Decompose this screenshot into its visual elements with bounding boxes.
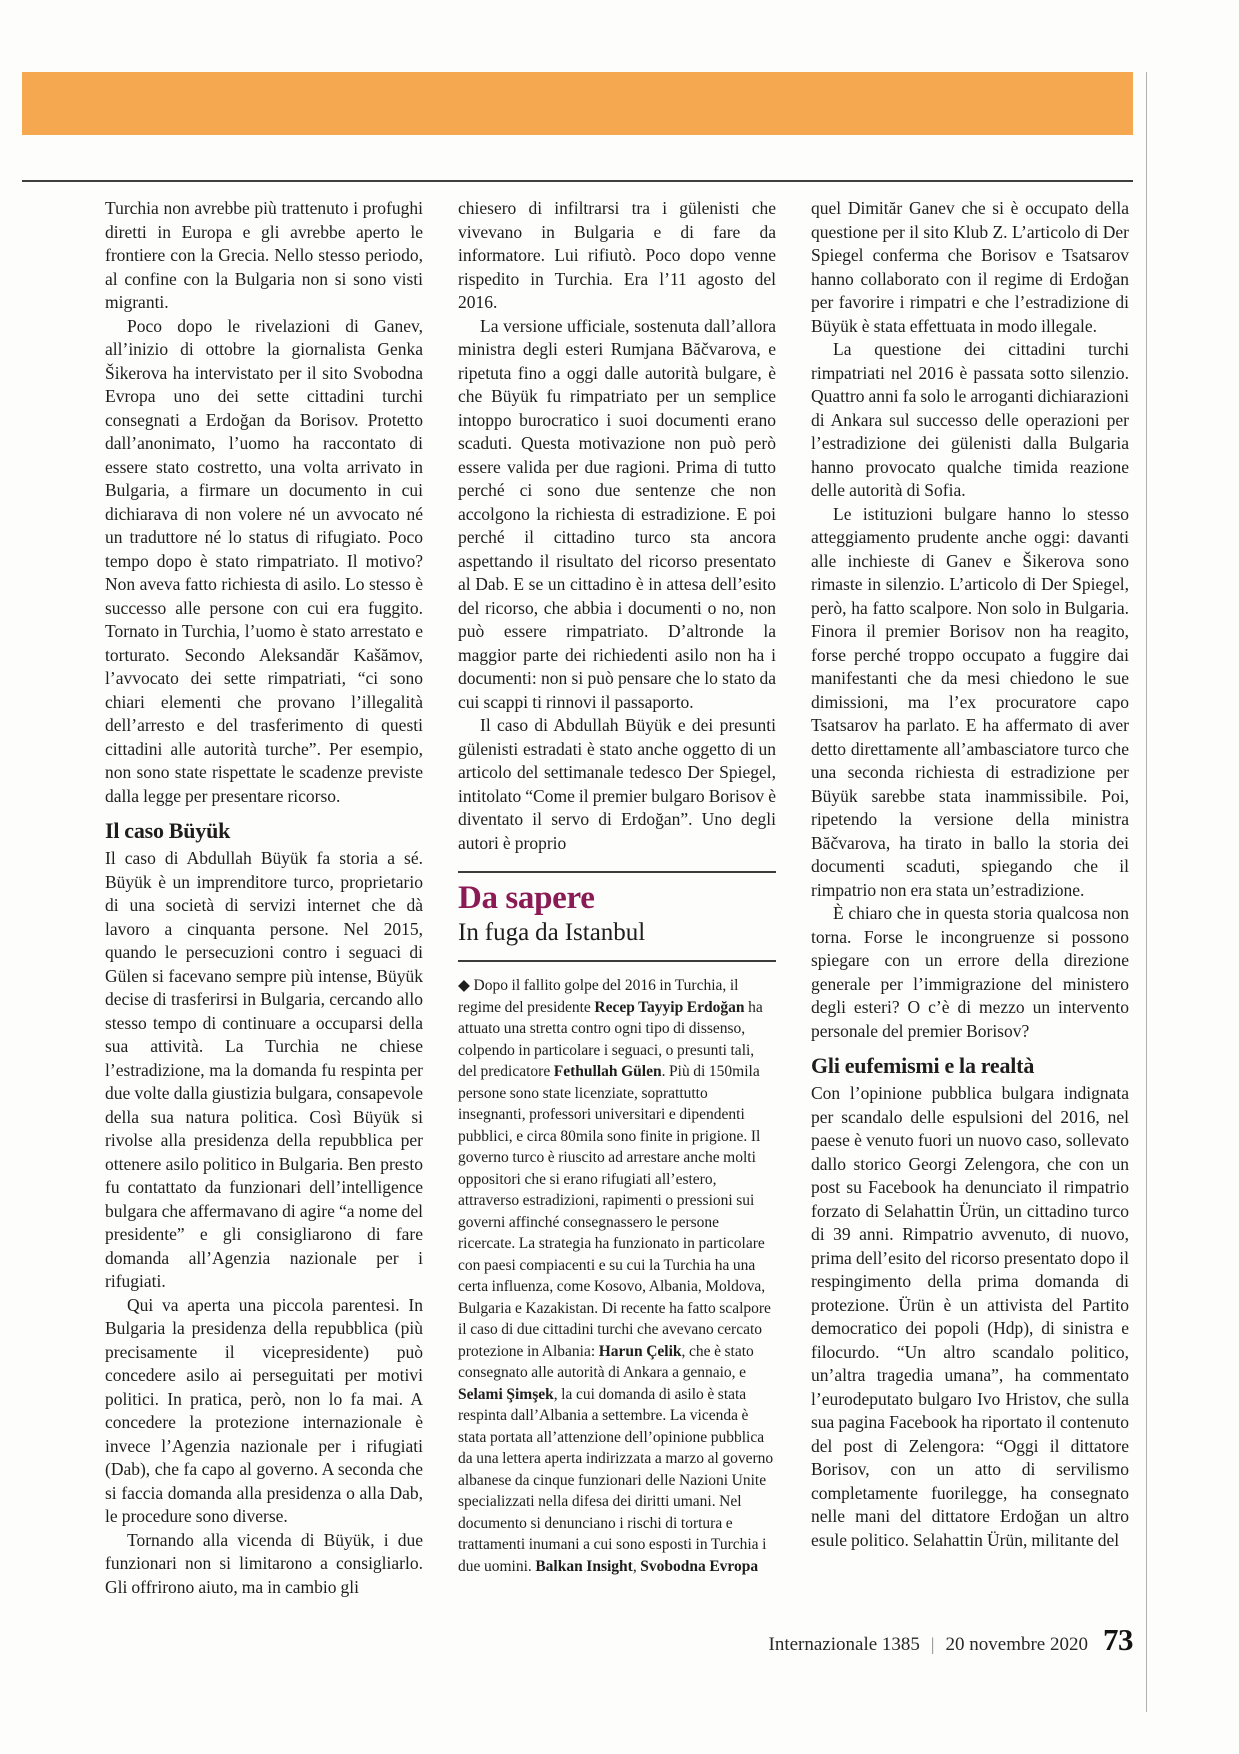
da-sapere-box bbox=[458, 871, 776, 1577]
orange-banner bbox=[22, 72, 1133, 135]
page-footer bbox=[769, 1622, 1134, 1658]
body-paragraph: quel Dimităr Ganev che si è occupato della questione per il sito Klub Z. L’articolo di Der Spiegel conferma che Borisov e Tsatsarov hanno collaborato con il regime di Erdoğan per favorire i rimpatri e che l’estradizione di Büyük è stata effettuata in modo illegale. bbox=[811, 198, 1129, 336]
box-top-rule bbox=[458, 871, 776, 873]
body-paragraph: La versione ufficiale, sostenuta dall’allora ministra degli esteri Rumjana Băčvarova, e ripetuta fino a oggi dalle autorità bulgare, è che Büyük fu rimpatriato per un semplice intoppo burocratico i suoi documenti erano scaduti. Questa motivazione non può però essere valida per due ragioni. Prima di tutto perché ci sono due sentenze che non accolgono la richiesta di estradizione. E poi perché il cittadino turco sta ancora aspettando il risultato del ricorso presentato al Dab. E se un cittadino è in attesa dell’esito del ricorso, che abbia i documenti o no, non può essere rimpatriato. D’altronde la maggior parte dei richiedenti asilo non ha i documenti: non si può pensare che lo stato da cui scappi ti rinnovi il passaporto. bbox=[458, 315, 776, 712]
text-column-2 bbox=[458, 197, 776, 1577]
box-kicker: Da sapere bbox=[458, 880, 595, 916]
box-body-text: ◆ Dopo il fallito golpe del 2016 in Turchia, il regime del presidente Recep Tayyip Erdoğan ha attuato una stretta contro ogni tipo di dissenso, colpendo in particolare i seguaci, o presunti tali, del predicatore Fethullah Gülen. Più di 150mila persone sono state licenziate, soprattutto insegnanti, professori universitari e dipendenti pubblici, e circa 80mila sono finite in prigione. Il governo turco è riuscito ad arrestare anche molti oppositori che si erano rifugiati all’estero, attraverso estradizioni, rapimenti o pressioni sui governi affinché consegnassero le persone ricercate. La strategia ha funzionato in particolare con paesi compiacenti e su cui la Turchia ha una certa influenza, come Kosovo, Albania, Moldova, Bulgaria e Kazakistan. Di recente ha fatto scalpore il caso di due cittadini turchi che avevano cercato protezione in Albania: Harun Çelik, che è stato consegnato alle autorità di Ankara a gennaio, e Selami Şimşek, la cui domanda di asilo è stata respinta dall’Albania a settembre. La vicenda è stata portata all’attenzione dell’opinione pubblica da una lettera aperta indirizzata a marzo al governo albanese da cinque funzionari delle Nazioni Unite specializzati nella difesa dei diritti umani. Nel documento si denunciano i rischi di tortura e trattamenti inumani a cui sono esposti in Turchia i due uomini. Balkan Insight, Svobodna Evropa bbox=[458, 977, 774, 1575]
body-paragraph: La questione dei cittadini turchi rimpatriati nel 2016 è passata sotto silenzio. Quattro anni fa solo le arroganti dichiarazioni di Ankara sul successo delle operazioni per l’estradizione dei gülenisti dalla Bulgaria hanno provocato qualche timida reazione delle autorità di Sofia. bbox=[811, 339, 1129, 500]
box-divider-rule bbox=[458, 960, 776, 962]
section-heading-gli-eufemismi: Gli eufemismi e la realtà bbox=[811, 1053, 1035, 1078]
box-subtitle: In fuga da Istanbul bbox=[458, 919, 646, 946]
body-paragraph: Con l’opinione pubblica bulgara indignata per scandalo delle espulsioni del 2016, nel paese è venuto fuori un nuovo caso, sollevato dallo storico Georgi Zelengora, che con un post su Facebook ha denunciato il rimpatrio forzato di Selahattin Ürün, un cittadino turco di 39 anni. Rimpatrio avvenuto, di nuovo, prima dell’esito del ricorso presentato dopo il respingimento della prima domanda di protezione. Ürün è un attivista del Partito democratico dei popoli (Hdp), di sinistra e filocurdo. “Un altro scandalo politico, un’altra tragedia umana”, ha commentato l’eurodeputato bulgaro Ivo Hristov, che sulla sua pagina Facebook ha riportato il contenuto del post di Zelengora: “Oggi il dittatore Borisov, con un atto di servilismo completamente fuorilegge, ha consegnato nelle mani del dittatore Erdoğan un altro esule politico. Selahattin Ürün, militante del bbox=[811, 1083, 1129, 1550]
body-paragraph: chiesero di infiltrarsi tra i gülenisti che vivevano in Bulgaria e di fare da informatore. Lui rifiutò. Poco dopo venne rispedito in Turchia. Era l’11 agosto del 2016. bbox=[458, 198, 776, 312]
body-paragraph: Turchia non avrebbe più trattenuto i profughi diretti in Europa e gli avrebbe aperto le frontiere con la Grecia. Nello stesso periodo, al confine con la Bulgaria non si sono visti migranti. bbox=[105, 198, 423, 312]
body-paragraph: Le istituzioni bulgare hanno lo stesso atteggiamento prudente anche oggi: davanti alle inchieste di Ganev e Šikerova sono rimaste in silenzio. L’articolo di Der Spiegel, però, ha fatto scalpore. Non solo in Bulgaria. Finora il premier Borisov non ha reagito, forse perché troppo occupato a fuggire dai manifestanti che da mesi chiedono le sue dimissioni, ma l’ex procuratore capo Tsatsarov ha parlato. E ha affermato di aver detto direttamente all’ambasciatore turco che una seconda richiesta di estradizione per Büyük sarebbe stata inammissibile. Poi, ripetendo la versione della ministra Băčvarova, ha tirato in ballo la storia dei documenti scaduti, spiegando che il rimpatrio non era stata un’estradizione. bbox=[811, 503, 1129, 900]
text-column-1 bbox=[105, 197, 423, 1599]
section-heading-il-caso-buyuk: Il caso Büyük bbox=[105, 818, 231, 843]
body-paragraph: Il caso di Abdullah Büyük e dei presunti gülenisti estradati è stato anche oggetto di un articolo del settimanale tedesco Der Spiegel, intitolato “Come il premier bulgaro Borisov è diventato il servo di Erdoğan”. Uno degli autori è proprio bbox=[458, 715, 776, 853]
header-rule bbox=[22, 180, 1133, 182]
body-paragraph: Il caso di Abdullah Büyük fa storia a sé. Büyük è un imprenditore turco, proprietario di una società di servizi internet che dà lavoro a cinquanta persone. Nel 2015, quando le persecuzioni contro i seguaci di Gülen si facevano sempre più intense, Büyük decise di trasferirsi in Bulgaria, cercando allo stesso tempo di continuare a occuparsi della sua attività. La Turchia ne chiese l’estradizione, ma la domanda fu respinta per due volte dalla giustizia bulgara, consapevole della sua natura politica. Così Büyük si rivolse alla presidenza della repubblica per ottenere asilo politico in Bulgaria. Ben presto fu contattato da funzionari dell’intelligence bulgara che affermavano di agire “a nome del presidente” e gli consigliarono di fare domanda all’Agenzia nazionale per i rifugiati. bbox=[105, 848, 423, 1291]
footer-issue-label: Internazionale 1385 bbox=[768, 1634, 920, 1655]
body-paragraph: Qui va aperta una piccola parentesi. In Bulgaria la presidenza della repubblica (più precisamente il vicepresidente) può concedere asilo ai perseguitati per motivi politici. In pratica, però, non lo fa mai. A concedere la protezione internazionale è invece l’Agenzia nazionale per i rifugiati (Dab), che fa capo al governo. A seconda che si faccia domanda alla presidenza o alla Dab, le procedure sono diverse. bbox=[105, 1294, 423, 1526]
body-paragraph: Poco dopo le rivelazioni di Ganev, all’inizio di ottobre la giornalista Genka Šikerova ha intervistato per il sito Svobodna Evropa uno dei sette cittadini turchi consegnati a Erdoğan da Borisov. Protetto dall’anonimato, l’uomo ha raccontato di essere stato costretto, una volta arrivato in Bulgaria, a firmare un documento in cui dichiarava di non volere né un avvocato né un traduttore né lo status di rifugiato. Poco tempo dopo è stato rimpatriato. Il motivo? Non aveva fatto richiesta di asilo. Lo stesso è successo alle persone con cui era fuggito. Tornato in Turchia, l’uomo è stato arrestato e torturato. Secondo Aleksandăr Kašămov, l’avvocato dei sette rimpatriati, “ci sono chiari elementi che provano l’illegalità dell’arresto e del trasferimento di questi cittadini alle autorità turche”. Per esempio, non sono state rispettate le scadenze previste dalla legge per presentare ricorso. bbox=[105, 315, 423, 806]
footer-page-number: 73 bbox=[1103, 1622, 1133, 1657]
text-column-3 bbox=[811, 197, 1129, 1552]
page-gutter-line bbox=[1146, 72, 1147, 1712]
body-paragraph: È chiaro che in questa storia qualcosa non torna. Forse le incongruenze si possono spiegare con un errore della direzione generale per l’immigrazione del ministero degli esteri? O c’è di mezzo un intervento personale del premier Borisov? bbox=[811, 903, 1129, 1041]
body-paragraph: Tornando alla vicenda di Büyük, i due funzionari non si limitarono a consigliarlo. Gli offrirono aiuto, ma in cambio gli bbox=[105, 1529, 423, 1597]
footer-date: 20 novembre 2020 bbox=[945, 1634, 1088, 1655]
footer-separator: | bbox=[930, 1634, 935, 1654]
